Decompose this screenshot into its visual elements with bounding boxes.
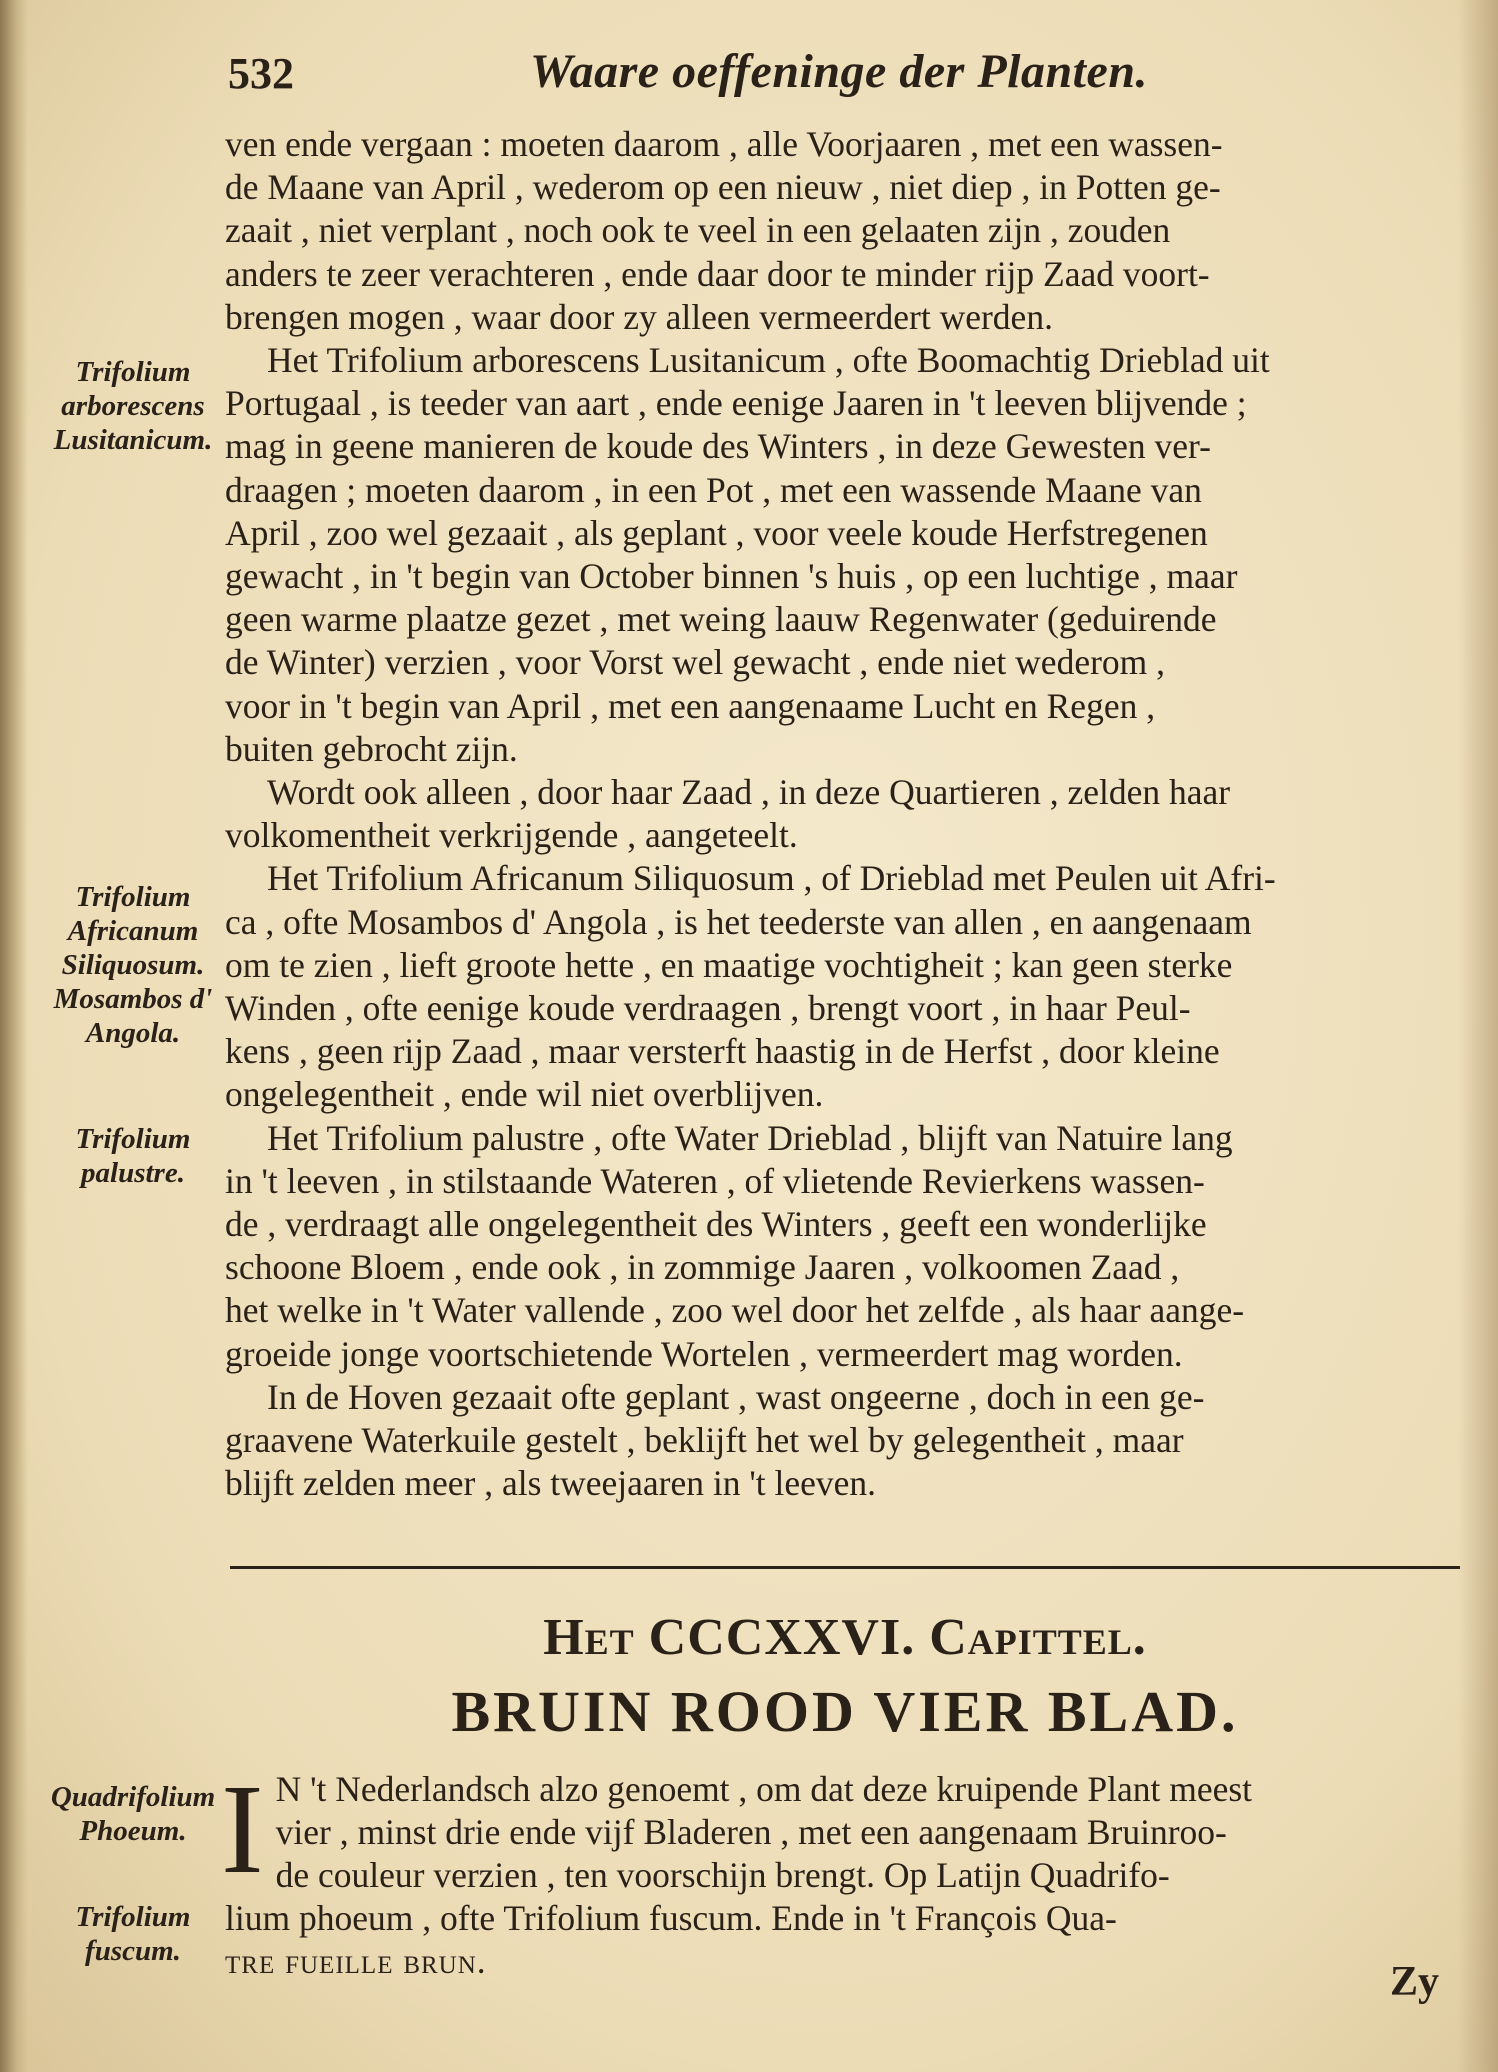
text-line: ven ende vergaan : moeten daarom , alle Voorjaaren , met een wassen- <box>225 124 1223 164</box>
text-line: de couleur verzien , ten voorschijn brengt. Op Latijn Quadrifo- <box>275 1855 1170 1895</box>
text-line: volkomentheit verkrijgende , aangeteelt. <box>225 815 798 856</box>
text-line: anders te zeer verachteren , ende daar door te minder rijp Zaad voort- <box>225 253 1210 294</box>
text-line: Het Trifolium palustre , ofte Water Drieblad , blijft van Natuire lang <box>267 1117 1233 1158</box>
text-line: Het Trifolium Africanum Siliquosum , of Drieblad met Peulen uit Afri- <box>267 858 1276 899</box>
text-line: Het Trifolium arborescens Lusitanicum , ofte Boomachtig Drieblad uit <box>267 340 1270 381</box>
text-line: de Maane van April , wederom op een nieuw , niet diep , in Potten ge- <box>225 167 1221 208</box>
text-line: ongelegentheit , ende wil niet overblijven. <box>225 1074 824 1115</box>
text-line: zaait , niet verplant , noch ook te veel in een gelaaten zijn , zouden <box>225 210 1171 251</box>
text-line: de Winter) verzien , voor Vorst wel gewacht , ende niet wederom , <box>225 642 1166 683</box>
text-line: gewacht , in 't begin van October binnen 's huis , op een luchtige , maar <box>225 556 1238 597</box>
chapter-heading: Het CCCXXVI. Capittel. <box>543 1609 1147 1666</box>
text-line: mag in geene manieren de koude des Winters , in deze Gewesten ver- <box>225 426 1211 467</box>
text-line: Wordt ook alleen , door haar Zaad , in deze Quartieren , zelden haar <box>267 772 1231 813</box>
text-line: tre fueille brun. <box>225 1941 487 1981</box>
text-line: de , verdraagt alle ongelegentheit des Winters , geeft een wonderlijke <box>225 1204 1207 1245</box>
text-line: Winden , ofte eenige koude verdraagen , brengt voort , in haar Peul- <box>225 988 1191 1029</box>
text-line: in 't leeven , in stilstaande Wateren , of vlietende Revierkens wassen- <box>225 1160 1205 1201</box>
text-line: geen warme plaatze gezet , met weing laauw Regenwater (geduirende <box>225 599 1217 640</box>
text-line: blijft zelden meer , als tweejaaren in 't leeven. <box>225 1463 877 1504</box>
text-line: April , zoo wel gezaait , als geplant , voor veele koude Herfstregenen <box>225 512 1208 553</box>
catchword: Zy <box>1390 1959 1440 2005</box>
text-line: vier , minst drie ende vijf Bladeren , met een aangenaam Bruinroo- <box>275 1812 1227 1852</box>
text-line: N 't Nederlandsch alzo genoemt , om dat deze kruipende Plant meest <box>275 1769 1253 1809</box>
text-line: lium phoeum , ofte Trifolium fuscum. Ende in 't François Qua- <box>225 1898 1117 1938</box>
margin-note-africanum: Trifolium Africanum Siliquosum. Mosambos d' Angola. <box>53 881 213 1049</box>
text-line: Portugaal , is teeder van aart , ende eenige Jaaren in 't leeven blijvende ; <box>225 383 1247 424</box>
text-line: het welke in 't Water vallende , zoo wel door het zelfde , als haar aange- <box>225 1290 1245 1331</box>
chapter-title: BRUIN ROOD VIER BLAD. <box>451 1679 1239 1744</box>
margin-note-arborescens: Trifolium arborescens Lusitanicum. <box>53 356 213 456</box>
text-line: schoone Bloem , ende ook , in zommige Jaaren , volkoomen Zaad , <box>225 1247 1180 1288</box>
drop-cap: I <box>221 1758 264 1900</box>
section-divider <box>230 1566 1460 1569</box>
page-number: 532 <box>228 49 294 98</box>
margin-note-palustre: Trifolium palustre. <box>75 1123 191 1189</box>
margin-note-fuscum: Trifolium fuscum. <box>75 1901 191 1967</box>
text-line: voor in 't begin van April , met een aangenaame Lucht en Regen , <box>225 685 1156 726</box>
text-line: ca , ofte Mosambos d' Angola , is het teederste van allen , en aangenaam <box>225 901 1252 942</box>
text-line: kens , geen rijp Zaad , maar versterft haastig in de Herfst , door kleine <box>225 1031 1220 1072</box>
text-line: buiten gebrocht zijn. <box>225 728 518 769</box>
text-line: In de Hoven gezaait ofte geplant , wast ongeerne , doch in een ge- <box>267 1376 1205 1417</box>
text-line: draagen ; moeten daarom , in een Pot , met een wassende Maane van <box>225 469 1202 510</box>
text-line: groeide jonge voortschietende Wortelen , vermeerdert mag worden. <box>225 1333 1183 1374</box>
text-line: om te zien , lieft groote hette , en maatige vochtigheit ; kan geen sterke <box>225 944 1233 985</box>
margin-note-quadrifolium: Quadrifolium Phoeum. <box>50 1781 216 1847</box>
text-line: brengen mogen , waar door zy alleen vermeerdert werden. <box>225 296 1053 337</box>
chapter-text <box>221 1758 1465 1983</box>
text-line: graavene Waterkuile gestelt , beklijft het wel by gelegentheit , maar <box>225 1420 1184 1461</box>
gutter-shadow <box>0 0 28 2072</box>
body-text <box>225 123 1465 1506</box>
running-title: Waare oeffeninge der Planten. <box>530 45 1149 98</box>
